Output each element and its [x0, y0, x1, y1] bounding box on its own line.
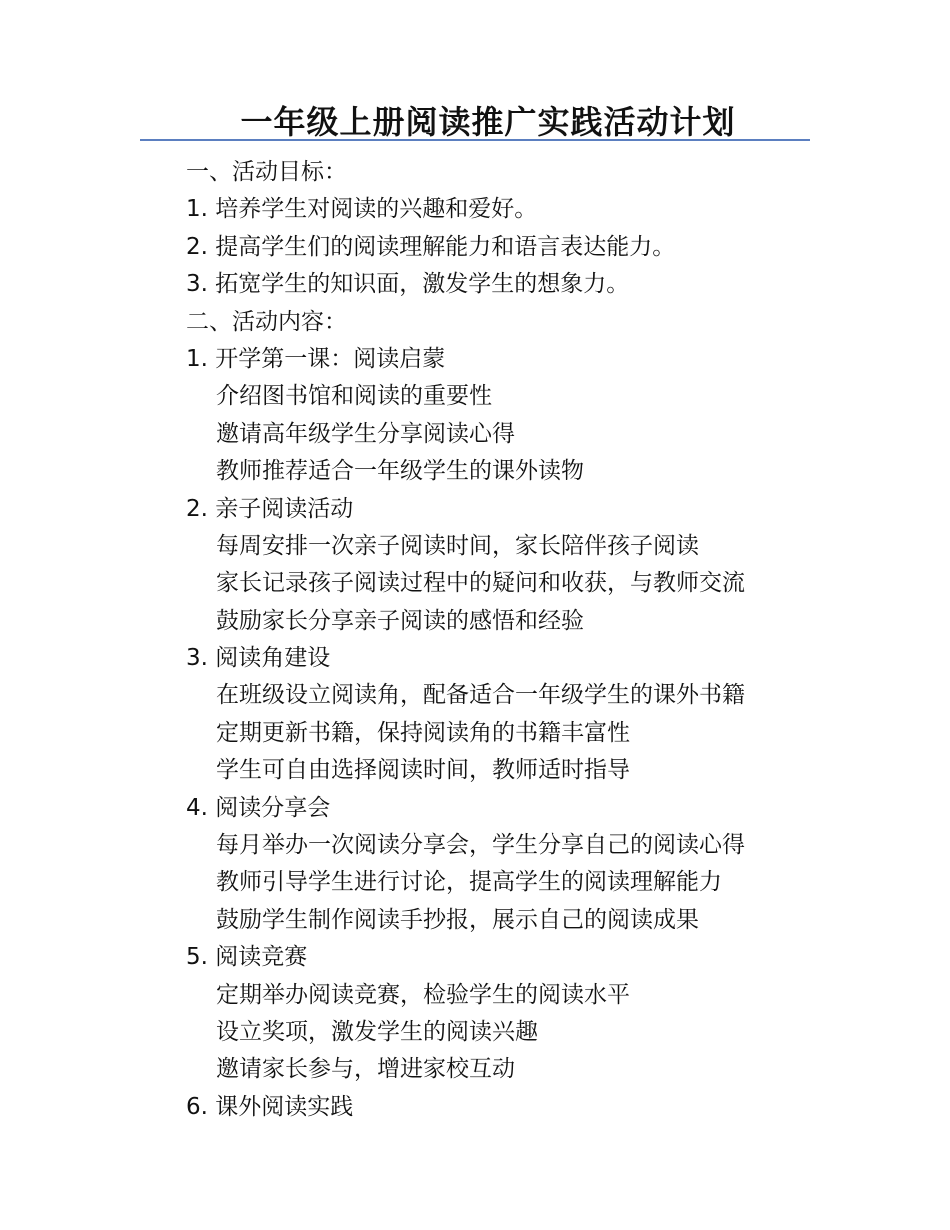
activity-item: 在班级设立阅读角，配备适合一年级学生的课外书籍: [216, 682, 745, 709]
activity-item: 设立奖项，激发学生的阅读兴趣: [216, 1018, 538, 1045]
activity-title: 6. 课外阅读实践: [186, 1093, 354, 1120]
activity-item: 家长记录孩子阅读过程中的疑问和收获，与教师交流: [216, 570, 745, 597]
activity-item: 鼓励家长分享亲子阅读的感悟和经验: [216, 607, 584, 634]
activity-item: 介绍图书馆和阅读的重要性: [216, 383, 492, 410]
activity-item: 定期更新书籍，保持阅读角的书籍丰富性: [216, 719, 630, 746]
document-body: [186, 154, 826, 1126]
activity-item: 每月举办一次阅读分享会，学生分享自己的阅读心得: [216, 832, 745, 859]
activity-item: 定期举办阅读竞赛，检验学生的阅读水平: [216, 981, 630, 1008]
activity-item: 邀请家长参与，增进家校互动: [216, 1056, 515, 1083]
goal-item: 2. 提高学生们的阅读理解能力和语言表达能力。: [186, 233, 676, 260]
activity-item: 教师推荐适合一年级学生的课外读物: [216, 458, 584, 485]
activity-title: 4. 阅读分享会: [186, 794, 331, 821]
activity-title: 2. 亲子阅读活动: [186, 495, 354, 522]
activity-title: 5. 阅读竞赛: [186, 944, 308, 971]
activity-item: 每周安排一次亲子阅读时间，家长陪伴孩子阅读: [216, 532, 699, 559]
activity-item: 鼓励学生制作阅读手抄报，展示自己的阅读成果: [216, 906, 699, 933]
activity-item: 学生可自由选择阅读时间，教师适时指导: [216, 757, 630, 784]
document-title: 一年级上册阅读推广实践活动计划: [240, 103, 736, 141]
title-underline: [140, 139, 810, 141]
activity-item: 邀请高年级学生分享阅读心得: [216, 420, 515, 447]
activity-item: 教师引导学生进行讨论，提高学生的阅读理解能力: [216, 869, 722, 896]
section-heading-goals: 一、活动目标：: [186, 159, 347, 185]
section-heading-content: 二、活动内容：: [186, 308, 347, 335]
goal-item: 3. 拓宽学生的知识面，激发学生的想象力。: [186, 271, 630, 298]
activity-title: 3. 阅读角建设: [186, 645, 331, 672]
goal-item: 1. 培养学生对阅读的兴趣和爱好。: [186, 196, 538, 223]
activity-title: 1. 开学第一课：阅读启蒙: [186, 345, 446, 372]
